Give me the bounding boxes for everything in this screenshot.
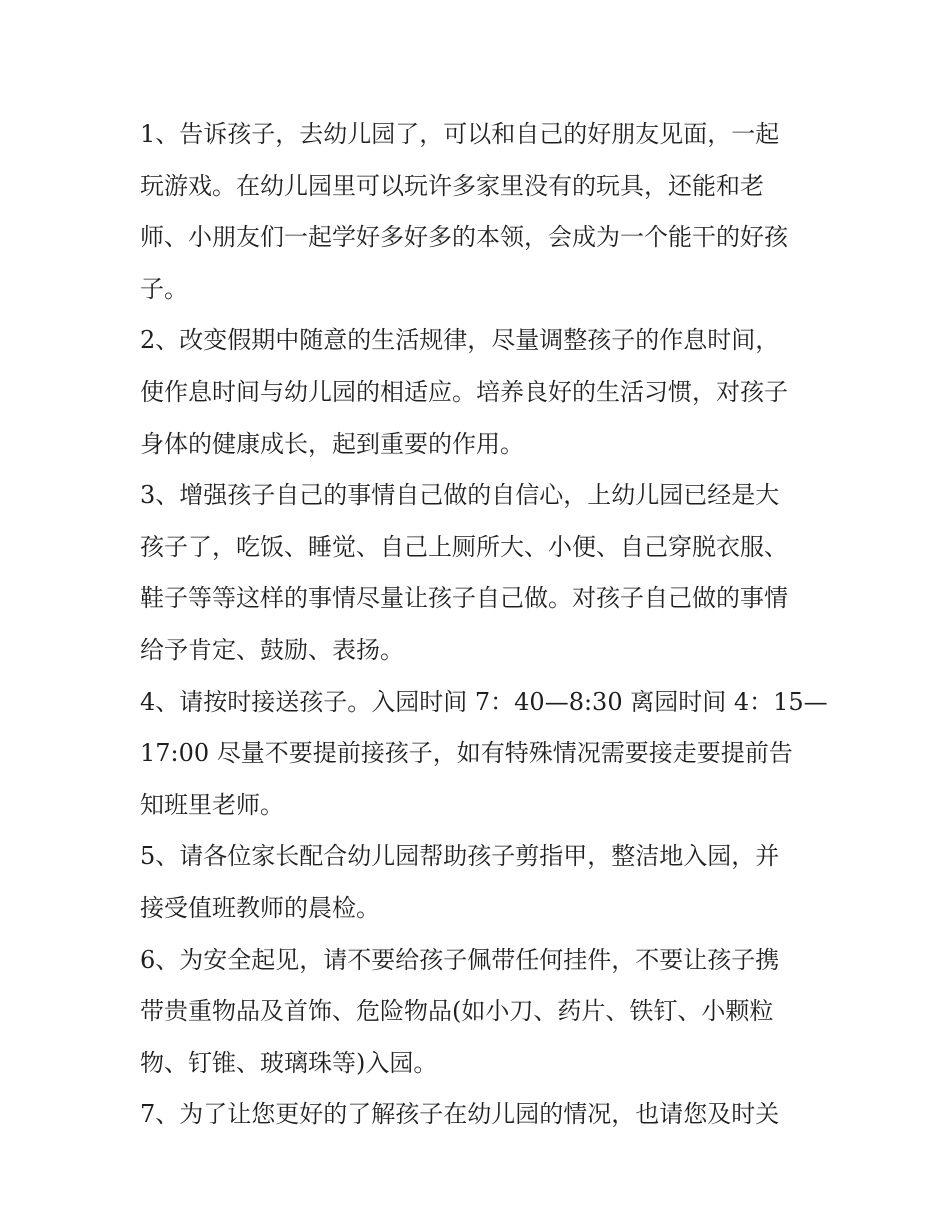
text-line: 身体的健康成长，起到重要的作用。 xyxy=(140,429,524,458)
text-line: 7、为了让您更好的了解孩子在幼儿园的情况，也请您及时关 xyxy=(140,1100,780,1129)
text-line: 物、钉锥、玻璃珠等)入园。 xyxy=(140,1048,438,1077)
text-line: 孩子了，吃饭、睡觉、自己上厕所大、小便、自己穿脱衣服、 xyxy=(140,532,788,561)
text-line: 17:00 尽量不要提前接孩子，如有特殊情况需要接走要提前告 xyxy=(140,739,793,768)
text-line: 4、请按时接送孩子。入园时间 7：40—8:30 离园时间 4：15— xyxy=(140,687,828,716)
text-line: 知班里老师。 xyxy=(140,790,284,819)
text-line: 接受值班教师的晨检。 xyxy=(140,893,380,922)
text-line: 玩游戏。在幼儿园里可以玩许多家里没有的玩具，还能和老 xyxy=(140,171,764,200)
text-line: 带贵重物品及首饰、危险物品(如小刀、药片、铁钉、小颗粒 xyxy=(140,997,774,1026)
text-line: 5、请各位家长配合幼儿园帮助孩子剪指甲，整洁地入园，并 xyxy=(140,842,780,871)
text-line: 使作息时间与幼儿园的相适应。培养良好的生活习惯，对孩子 xyxy=(140,377,788,406)
text-line: 3、增强孩子自己的事情自己做的自信心，上幼儿园已经是大 xyxy=(140,481,780,510)
text-line: 师、小朋友们一起学好多好多的本领，会成为一个能干的好孩 xyxy=(140,223,788,252)
text-line: 子。 xyxy=(140,274,188,303)
text-line: 给予肯定、鼓励、表扬。 xyxy=(140,635,404,664)
text-line: 2、改变假期中随意的生活规律，尽量调整孩子的作息时间， xyxy=(140,326,780,355)
text-line: 6、为安全起见，请不要给孩子佩带任何挂件，不要让孩子携 xyxy=(140,945,780,974)
text-line: 1、告诉孩子，去幼儿园了，可以和自己的好朋友见面，一起 xyxy=(140,120,780,148)
text-line: 鞋子等等这样的事情尽量让孩子自己做。对孩子自己做的事情 xyxy=(140,584,788,613)
document-body xyxy=(140,109,828,1141)
